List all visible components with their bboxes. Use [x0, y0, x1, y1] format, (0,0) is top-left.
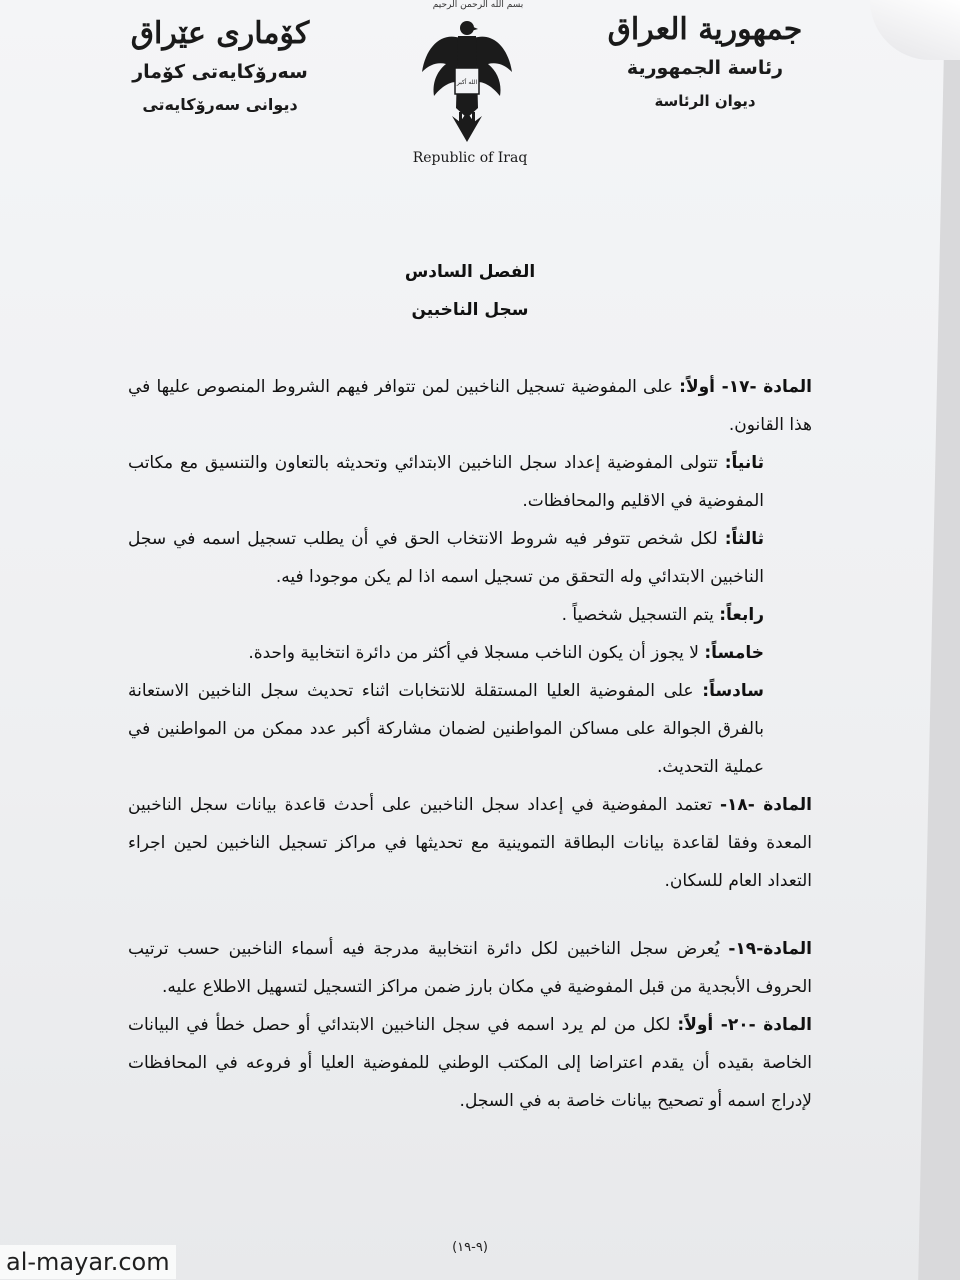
site-watermark: al-mayar.com: [0, 1245, 176, 1279]
chapter-title: الفصل السادس: [404, 262, 536, 282]
article-17-item-6: [128, 672, 812, 786]
article-17-text: على المفوضية تسجيل الناخبين لمن تتوافر فيهم الشروط المنصوص عليها في هذا القانون.: [128, 377, 812, 435]
article-17-item-4-label: رابعاً:: [719, 605, 764, 625]
spacer: [128, 900, 812, 930]
header-diwan-ku: ديوانى سەرۆكايەتى: [142, 95, 298, 114]
article-17-item-5-text: لا يجوز أن يكون الناخب مسجلا في أكثر من دائرة انتخابية واحدة.: [248, 643, 705, 663]
header-diwan-ar: ديوان الرئاسة: [654, 92, 756, 110]
header-presidency-ar: رئاسة الجمهورية: [626, 57, 784, 79]
article-20-text: لكل من لم يرد اسمه في سجل الناخبين الابتدائي أو حصل خطأ في البيانات الخاصة بقيده أن يقدم اعتراضا إلى المكتب الوطني للمفوضية العليا أو فروعه في المحافظات لإدراج اسمه أو تصحيح بيانات خاصة به في السجل.: [128, 1015, 812, 1111]
article-17-item-2-text: تتولى المفوضية إعداد سجل الناخبين الابتدائي وتحديثه بالتعاون والتنسيق مع مكاتب المفوضية في الاقليم والمحافظات.: [128, 453, 764, 511]
article-17-item-6-text: على المفوضية العليا المستقلة للانتخابات اثناء تحديث سجل الناخبين الاستعانة بالفرق الجوالة على مساكن المواطنين لضمان مشاركة أكبر عدد ممكن من المواطنين في عملية التحديث.: [128, 681, 764, 777]
article-17-item-6-label: سادساً:: [702, 681, 764, 701]
article-19-text: يُعرض سجل الناخبين لكل دائرة انتخابية مدرجة فيه أسماء الناخبين حسب ترتيب الحروف الأبجدية من قبل المفوضية في مكان بارز ضمن مراكز التسجيل لتسهيل الاطلاع عليه.: [128, 939, 812, 997]
article-17-item-1: [128, 368, 812, 444]
article-17-item-4: [128, 596, 812, 634]
basmala: بسم الله الرحمن الرحيم: [432, 0, 524, 10]
article-18: [128, 786, 812, 900]
article-20-item-1: [128, 1006, 812, 1120]
article-17-item-3: [128, 520, 812, 596]
article-18-label: المادة -١٨-: [719, 795, 812, 815]
article-17-item-2: [128, 444, 812, 520]
header-arabic: [605, 10, 805, 116]
document-body: [128, 368, 812, 1120]
emblem-inscription: الله أكبر: [456, 79, 478, 86]
eagle-emblem-icon: [412, 12, 522, 152]
article-19: [128, 930, 812, 1006]
article-18-text: تعتمد المفوضية في إعداد سجل الناخبين على أحدث قاعدة بيانات سجل الناخبين المعدة وفقا لقاعدة بيانات البطاقة التموينية مع تحديثها في مراكز تسجيل الناخبين لحين اجراء التعداد العام للسكان.: [128, 795, 812, 891]
article-17-item-3-text: لكل شخص تتوفر فيه شروط الانتخاب الحق في أن يطلب تسجيل اسمه في سجل الناخبين الابتدائي وله التحقق من تسجيل اسمه اذا لم يكن موجودا فيه.: [128, 529, 764, 587]
header-country-ku: كۆمارى عێراق: [130, 16, 310, 51]
header-country-ar: جمهورية العراق: [607, 12, 803, 47]
header-presidency-ku: سەرۆكايەتى كۆمار: [132, 61, 308, 83]
article-17-item-3-label: ثالثاً:: [724, 529, 764, 549]
article-20-label: المادة -٢٠- أولاً:: [677, 1015, 812, 1035]
chapter-subtitle: سجل الناخبين: [411, 300, 529, 320]
article-17-label: المادة -١٧- أولاً:: [679, 377, 812, 397]
page-number: (٩-١٩): [452, 1240, 488, 1255]
article-17-item-5-label: خامساً:: [704, 643, 764, 663]
article-17-item-4-text: يتم التسجيل شخصياً .: [561, 605, 720, 625]
header-kurdish: [120, 14, 320, 120]
article-17-item-5: [128, 634, 812, 672]
article-17-item-2-label: ثانياً:: [724, 453, 764, 473]
article-19-label: المادة-١٩-: [728, 939, 812, 959]
emblem-caption: Republic of Iraq: [412, 150, 528, 166]
